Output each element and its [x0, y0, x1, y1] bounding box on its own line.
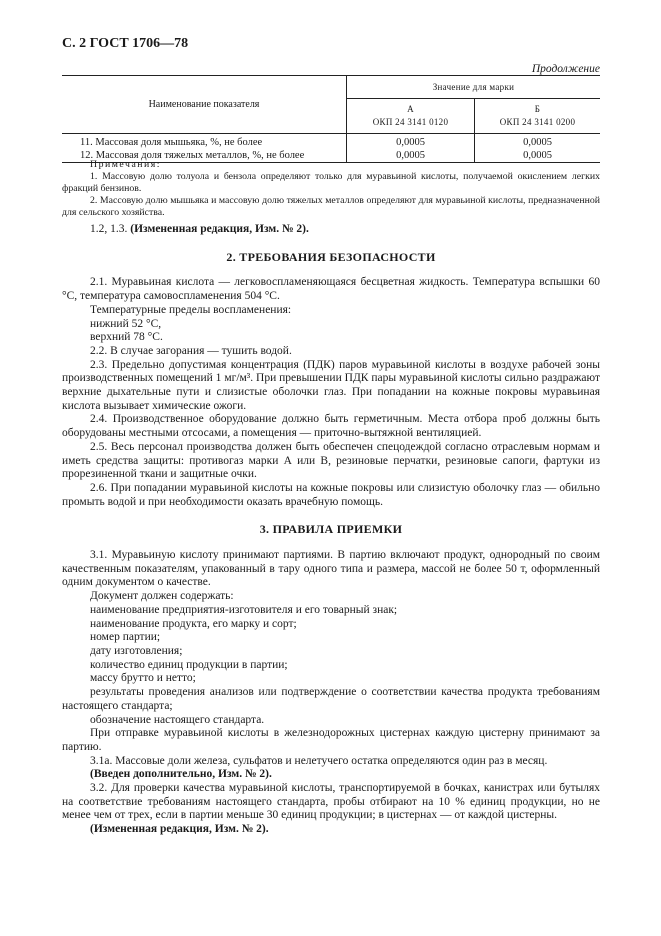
col-value-header: Значение для марки — [347, 76, 601, 99]
continuation-label: Продолжение — [531, 63, 600, 75]
para-2-3: 2.3. Предельно допустимая концентрация (ПДК) паров муравьиной кислоты в воздухе рабочей зоны производственных помещений 1 мг/м³. При превышении ПДК пары муравьиной кислоты сильно раздражают верхние дыхательные пути и слизистые оболочки глаз. При попадании на кожные покровы муравьиная кислота вызывает химические ожоги. — [62, 358, 600, 412]
para-3-1a: 3.1а. Массовые доли железа, сульфатов и нелетучего остатка определяются один раз в месяц. — [90, 754, 548, 767]
para-2-1-limits: Температурные пределы воспламенения: — [90, 303, 292, 316]
list-item: дату изготовления; — [90, 644, 183, 657]
rail-tank-rule: При отправке муравьиной кислоты в железнодорожных цистернах каждую цистерну принимают за партию. — [62, 727, 600, 753]
list-item: номер партии; — [90, 631, 161, 644]
para-3-1a-amendment: (Введен дополнительно, Изм. № 2). — [90, 768, 272, 781]
note-2: 2. Массовую долю мышьяка и массовую долю тяжелых металлов определяют для муравьиной кислоты, предназначенной для сельского хозяйства. — [62, 195, 600, 218]
para-2-5: 2.5. Весь персонал производства должен быть обеспечен спецодеждой согласно отраслевым нормам и иметь средства защиты: противогаз марки А или В, резиновые перчатки, резиновые сапоги, фартуки из прорезиненной ткани и защитные очки. — [62, 440, 600, 481]
grade-a-okp: ОКП 24 3141 0120 — [372, 117, 449, 127]
para-3-2: 3.2. Для проверки качества муравьиной кислоты, транспортируемой в бочках, канистрах или бутылях на соответствие требованиям настоящего стандарта, пробы отбирают на 10 % единиц продукции, но не менее чем от трех, если в партии меньше 30 единиц продукции; в цистернах — от каждой цистерны. — [62, 782, 600, 822]
document-body — [62, 159, 600, 837]
para-3-1: 3.1. Муравьиную кислоту принимают партиями. В партию включают продукт, однородный по своим качественным показателям, упакованный в тару одного типа и размера, массой не более 50 т, оформленный одним документом о качестве. — [62, 549, 600, 589]
grade-b-header — [475, 99, 601, 134]
row-value-a: 0,0005 — [347, 134, 475, 150]
para-3-2-amendment-line — [62, 823, 600, 837]
section-3-title: 3. ПРАВИЛА ПРИЕМКИ — [259, 522, 403, 537]
list-item: количество единиц продукции в партии; — [90, 658, 288, 671]
row-value-b: 0,0005 — [475, 149, 601, 163]
para-2-1: 2.1. Муравьиная кислота — легковоспламеняющаяся бесцветная жидкость. Температура вспышки 60 °С, температура самовоспламенения 504 °С. — [62, 276, 600, 303]
table-row — [62, 134, 600, 150]
properties-table — [62, 76, 600, 163]
row-value-a: 0,0005 — [347, 149, 475, 163]
amendment-bold: (Измененная редакция, Изм. № 2). — [130, 223, 309, 235]
list-item: наименование продукта, его марку и сорт; — [90, 617, 297, 630]
lower-limit: нижний 52 °С, — [90, 317, 162, 330]
list-item: наименование предприятия-изготовителя и его товарный знак; — [90, 603, 398, 616]
row-name: 11. Массовая доля мышьяка, %, не более — [62, 134, 347, 150]
para-3-2-amendment: (Измененная редакция, Изм. № 2). — [90, 823, 269, 836]
amendment-prefix: 1.2, 1.3. — [90, 223, 128, 235]
para-2-2: 2.2. В случае загорания — тушить водой. — [90, 344, 292, 357]
note-1: 1. Массовую долю толуола и бензола определяют только для муравьиной кислоты, получаемой окислением легких фракций бензинов. — [62, 171, 600, 194]
para-3-1a-amendment-line — [62, 768, 600, 782]
list-item: обозначение настоящего стандарта. — [90, 713, 265, 726]
document-contents-intro: Документ должен содержать: — [90, 590, 234, 603]
list-item: массу брутто и нетто; — [90, 672, 196, 685]
col-name-header: Наименование показателя — [62, 76, 347, 134]
notes-block — [62, 159, 600, 219]
grade-a-label: А — [407, 104, 414, 114]
notes-title: Примечания: — [90, 159, 162, 170]
list-item: результаты проведения анализов или подтверждение о соответствии качества продукта требованиям настоящего стандарта; — [62, 686, 600, 712]
grade-b-label: Б — [534, 104, 541, 114]
grade-a-header — [347, 99, 475, 134]
section-2-title: 2. ТРЕБОВАНИЯ БЕЗОПАСНОСТИ — [226, 249, 436, 264]
upper-limit: верхний 78 °С. — [90, 331, 163, 344]
para-2-4: 2.4. Производственное оборудование должно быть герметичным. Места отбора проб должны быть оборудованы местными отсосами, а помещения — приточно-вытяжной вентиляцией. — [62, 413, 600, 440]
page-header: С. 2 ГОСТ 1706—78 — [62, 36, 189, 51]
grade-b-okp: ОКП 24 3141 0200 — [499, 117, 576, 127]
amendment-1-2-1-3 — [62, 223, 600, 237]
row-name: 12. Массовая доля тяжелых металлов, %, не более — [62, 149, 347, 163]
para-2-6: 2.6. При попадании муравьиной кислоты на кожные покровы или слизистую оболочку глаз — обильно промыть водой и при необходимости оказать врачебную помощь. — [62, 481, 600, 508]
row-value-b: 0,0005 — [523, 137, 552, 148]
